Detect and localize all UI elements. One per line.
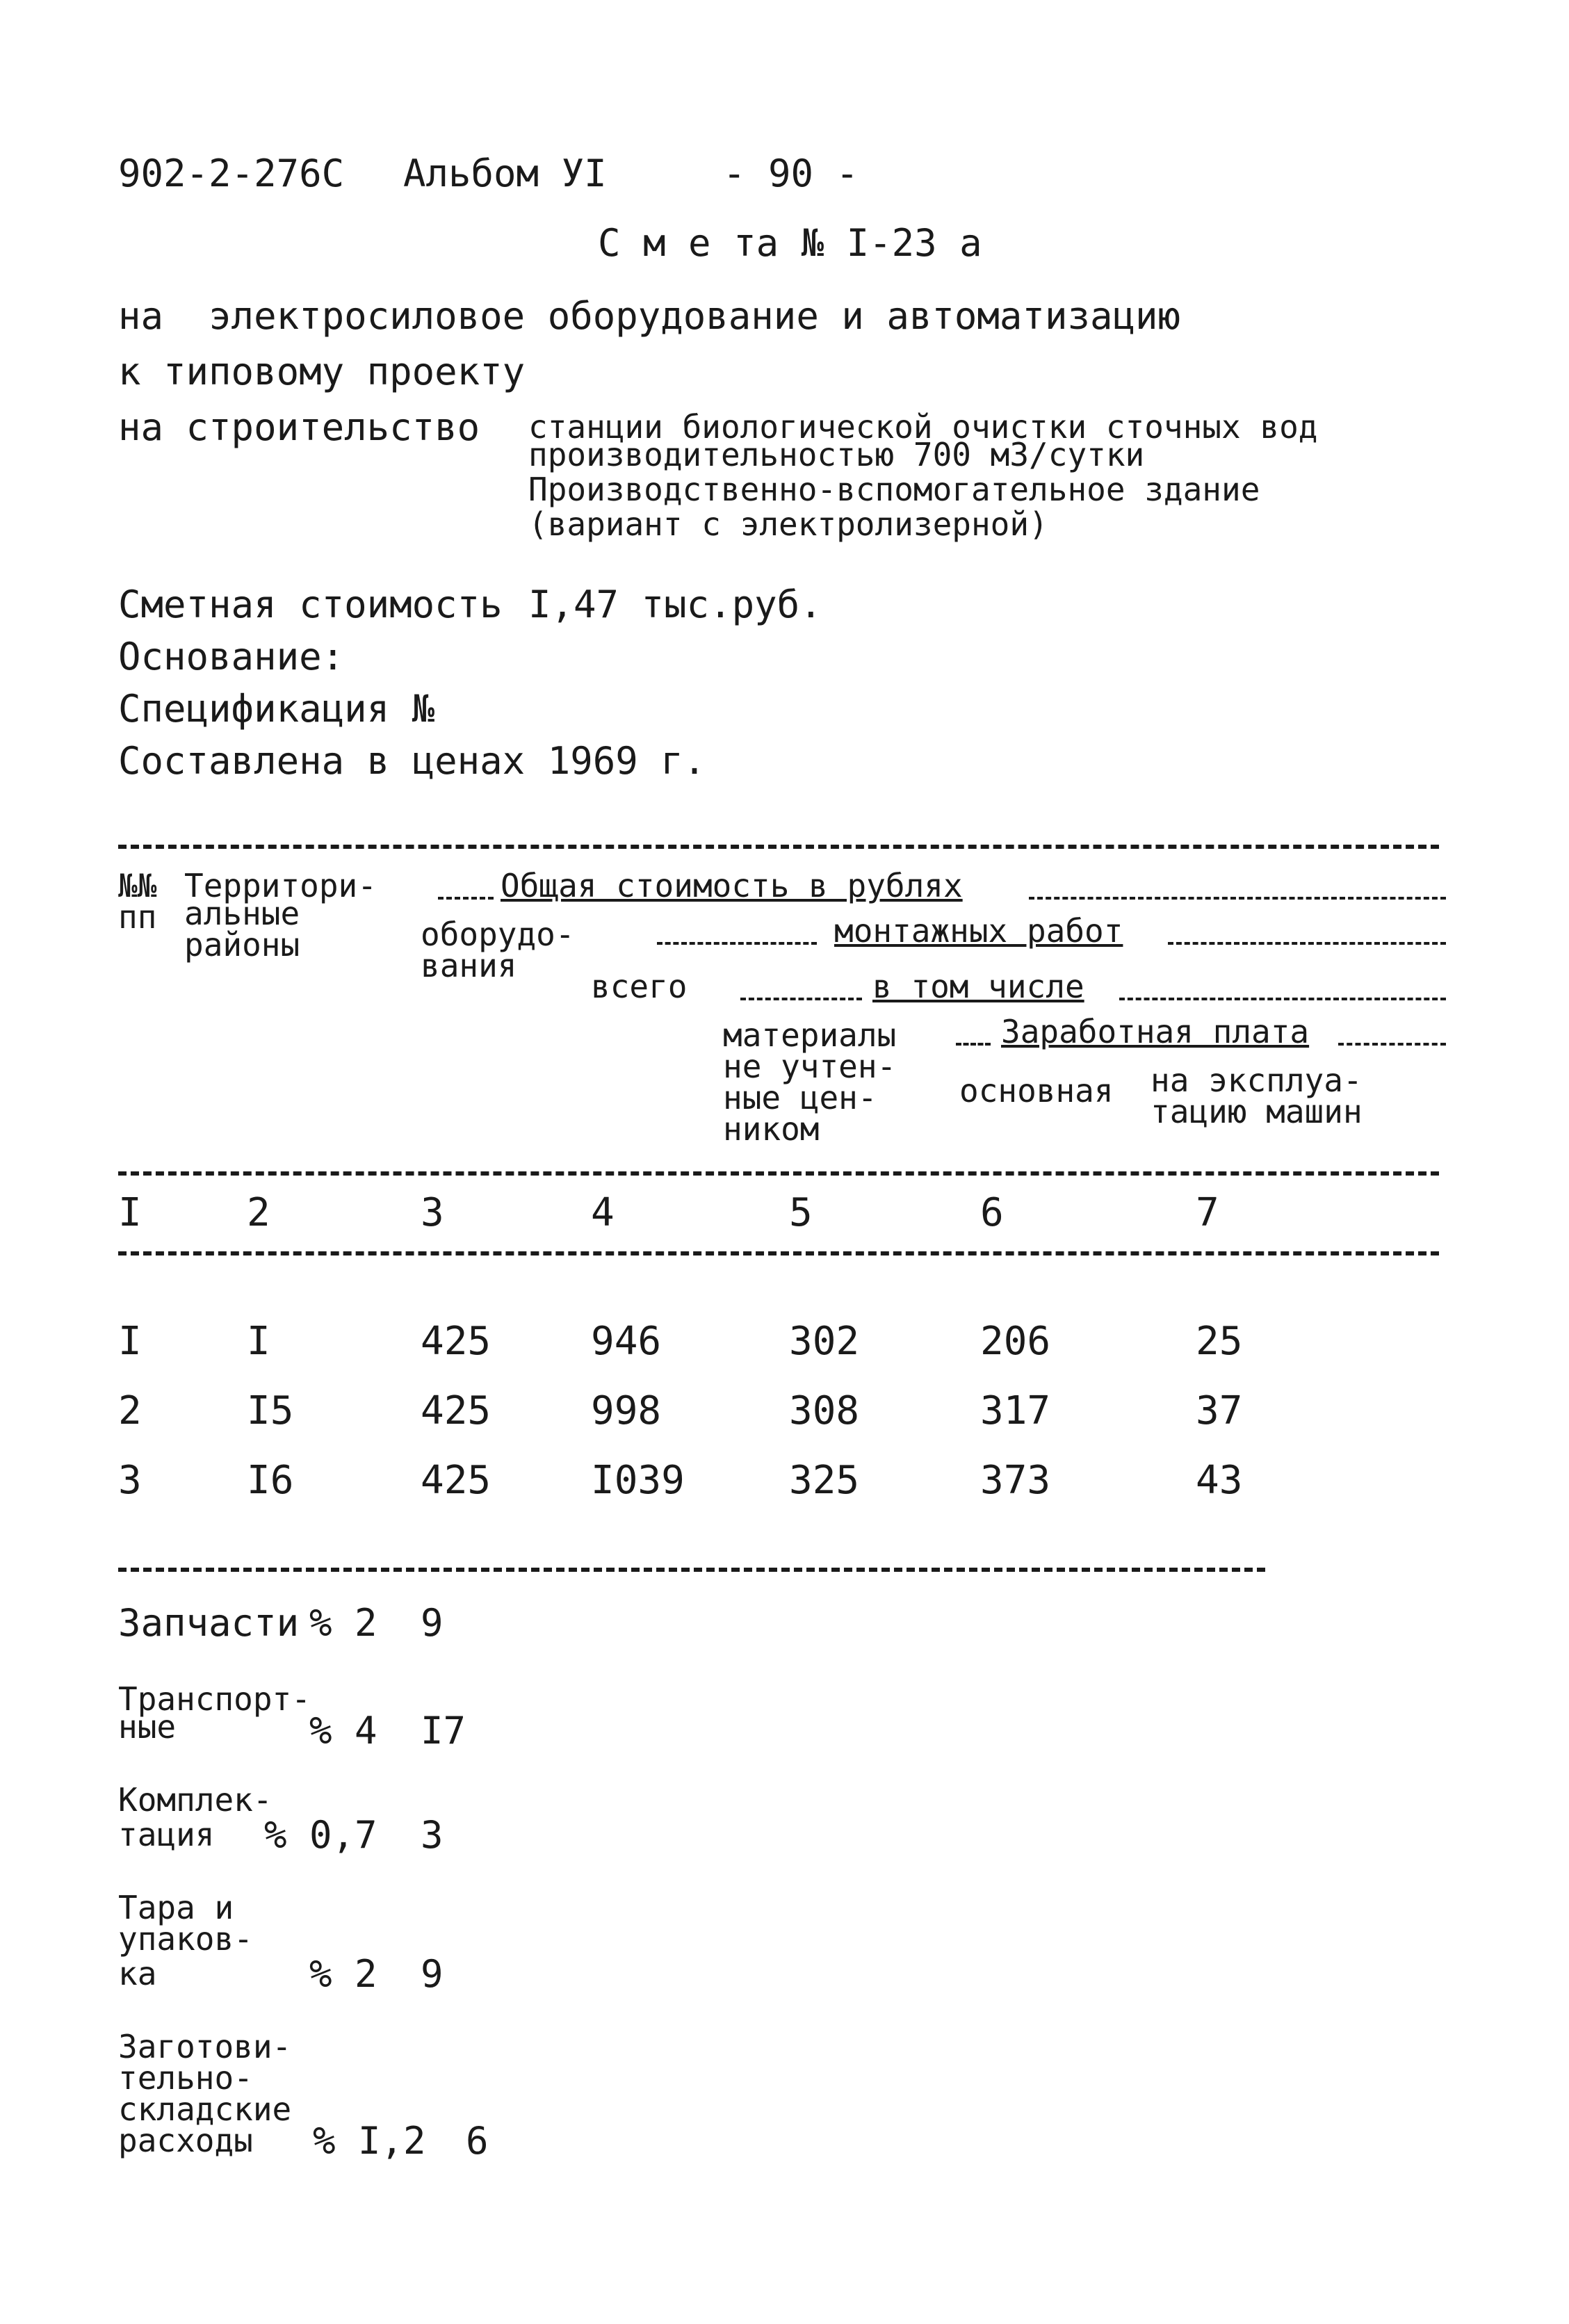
table-cell: I6 [247,1458,294,1503]
header-num: пп [118,898,157,936]
table-header-rule [118,1171,1439,1176]
header-rule [740,998,862,1000]
extra-label: Запчасти [118,1601,300,1645]
header-rule [657,942,817,945]
extra-value: 6 [466,2119,489,2163]
construction-line: производительностью 700 м3/сутки [528,436,1145,473]
header-num: №№ [118,867,157,904]
construction-line: станции биологической очистки сточных вод [528,408,1318,446]
construction-line: Производственно-вспомогательное здание [528,471,1260,508]
header-territory: альные [184,895,300,932]
specification-label: Спецификация № [118,687,435,731]
table-cell: 3 [118,1458,142,1503]
column-number: 2 [247,1190,270,1235]
table-cell: 946 [591,1319,662,1364]
table-cell: 206 [980,1319,1051,1364]
header-materials: материалы [723,1016,897,1054]
header-materials: ником [723,1110,820,1148]
extra-percent: % 2 [309,1601,377,1645]
table-cell: 425 [421,1319,491,1364]
header-rule [1119,998,1446,1000]
table-cell: 308 [789,1388,860,1433]
table-cell: 37 [1196,1388,1243,1433]
extra-percent: % 2 [309,1952,377,1996]
extra-label: тация [118,1816,215,1853]
construction-label: на строительство [118,405,480,449]
prices-label: Составлена в ценах 1969 г. [118,739,706,783]
header-materials: не учтен- [723,1048,897,1085]
column-number: 3 [421,1190,444,1235]
table-columns-rule [118,1251,1439,1256]
extra-label: расходы [118,2122,253,2159]
header-territory: Территори- [184,867,377,904]
extra-percent: % 0,7 [264,1813,377,1857]
header-equipment: вания [421,947,517,984]
cost-value: I,47 тыс.руб. [528,583,822,626]
header-rule [1338,1043,1446,1046]
subtitle-line: к типовому проекту [118,350,526,393]
extra-label: Комплек- [118,1781,273,1819]
extra-value: 9 [421,1601,444,1645]
column-number: 6 [980,1190,1004,1235]
header-total-cost: Общая стоимость в рублях [501,867,963,904]
header-materials: ные цен- [723,1079,877,1116]
column-number: 7 [1196,1190,1219,1235]
header-basic: основная [959,1072,1114,1110]
table-cell: I039 [591,1458,685,1503]
table-cell: 25 [1196,1319,1243,1364]
header-wages: Заработная плата [1001,1013,1310,1050]
extra-label: ные [118,1708,177,1746]
header-equipment: оборудо- [421,916,575,953]
subtitle-line: на электросиловое оборудование и автоматизацию [118,294,1181,338]
table-cell: 317 [980,1388,1051,1433]
extra-label: Заготови- [118,2028,292,2065]
construction-line: (вариант с электролизерной) [528,505,1048,543]
extra-label: ка [118,1955,157,1992]
table-cell: 43 [1196,1458,1243,1503]
table-cell: 425 [421,1388,491,1433]
page-number: - 90 - [723,152,859,195]
album-label: Альбом УI [403,152,607,195]
header-machines: тацию машин [1151,1093,1363,1130]
table-cell: I [118,1319,142,1364]
header-rule [1029,897,1446,900]
header-installation: монтажных работ [834,912,1123,950]
table-cell: 302 [789,1319,860,1364]
extra-label: складские [118,2090,292,2128]
column-number: 5 [789,1190,813,1235]
column-number: 4 [591,1190,615,1235]
extra-label: упаков- [118,1920,253,1958]
extra-value: I7 [421,1709,466,1753]
table-cell: 2 [118,1388,142,1433]
table-cell: 325 [789,1458,860,1503]
header-territory: районы [184,926,300,964]
header-rule [438,897,494,900]
extra-value: 3 [421,1813,444,1857]
extra-label: тельно- [118,2059,253,2097]
estimate-title: С м е та № I-23 а [598,221,982,265]
cost-label: Сметная стоимость [118,583,503,626]
document-code: 902-2-276С [118,152,345,195]
table-bottom-rule [118,1568,1265,1572]
extra-value: 9 [421,1952,444,1996]
header-all: всего [591,968,688,1005]
extra-percent: % I,2 [313,2119,426,2163]
extra-percent: % 4 [309,1709,377,1753]
table-cell: 998 [591,1388,662,1433]
column-number: I [118,1190,142,1235]
table-cell: 425 [421,1458,491,1503]
extra-label: Транспорт- [118,1680,311,1718]
header-including: в том числе [872,968,1084,1005]
header-rule [1168,942,1446,945]
table-cell: I [247,1319,270,1364]
header-machines: на эксплуа- [1151,1062,1363,1099]
table-cell: I5 [247,1388,294,1433]
extra-label: Тара и [118,1889,234,1926]
table-cell: 373 [980,1458,1051,1503]
basis-label: Основание: [118,635,345,678]
table-top-rule [118,845,1439,849]
header-rule [956,1043,991,1046]
